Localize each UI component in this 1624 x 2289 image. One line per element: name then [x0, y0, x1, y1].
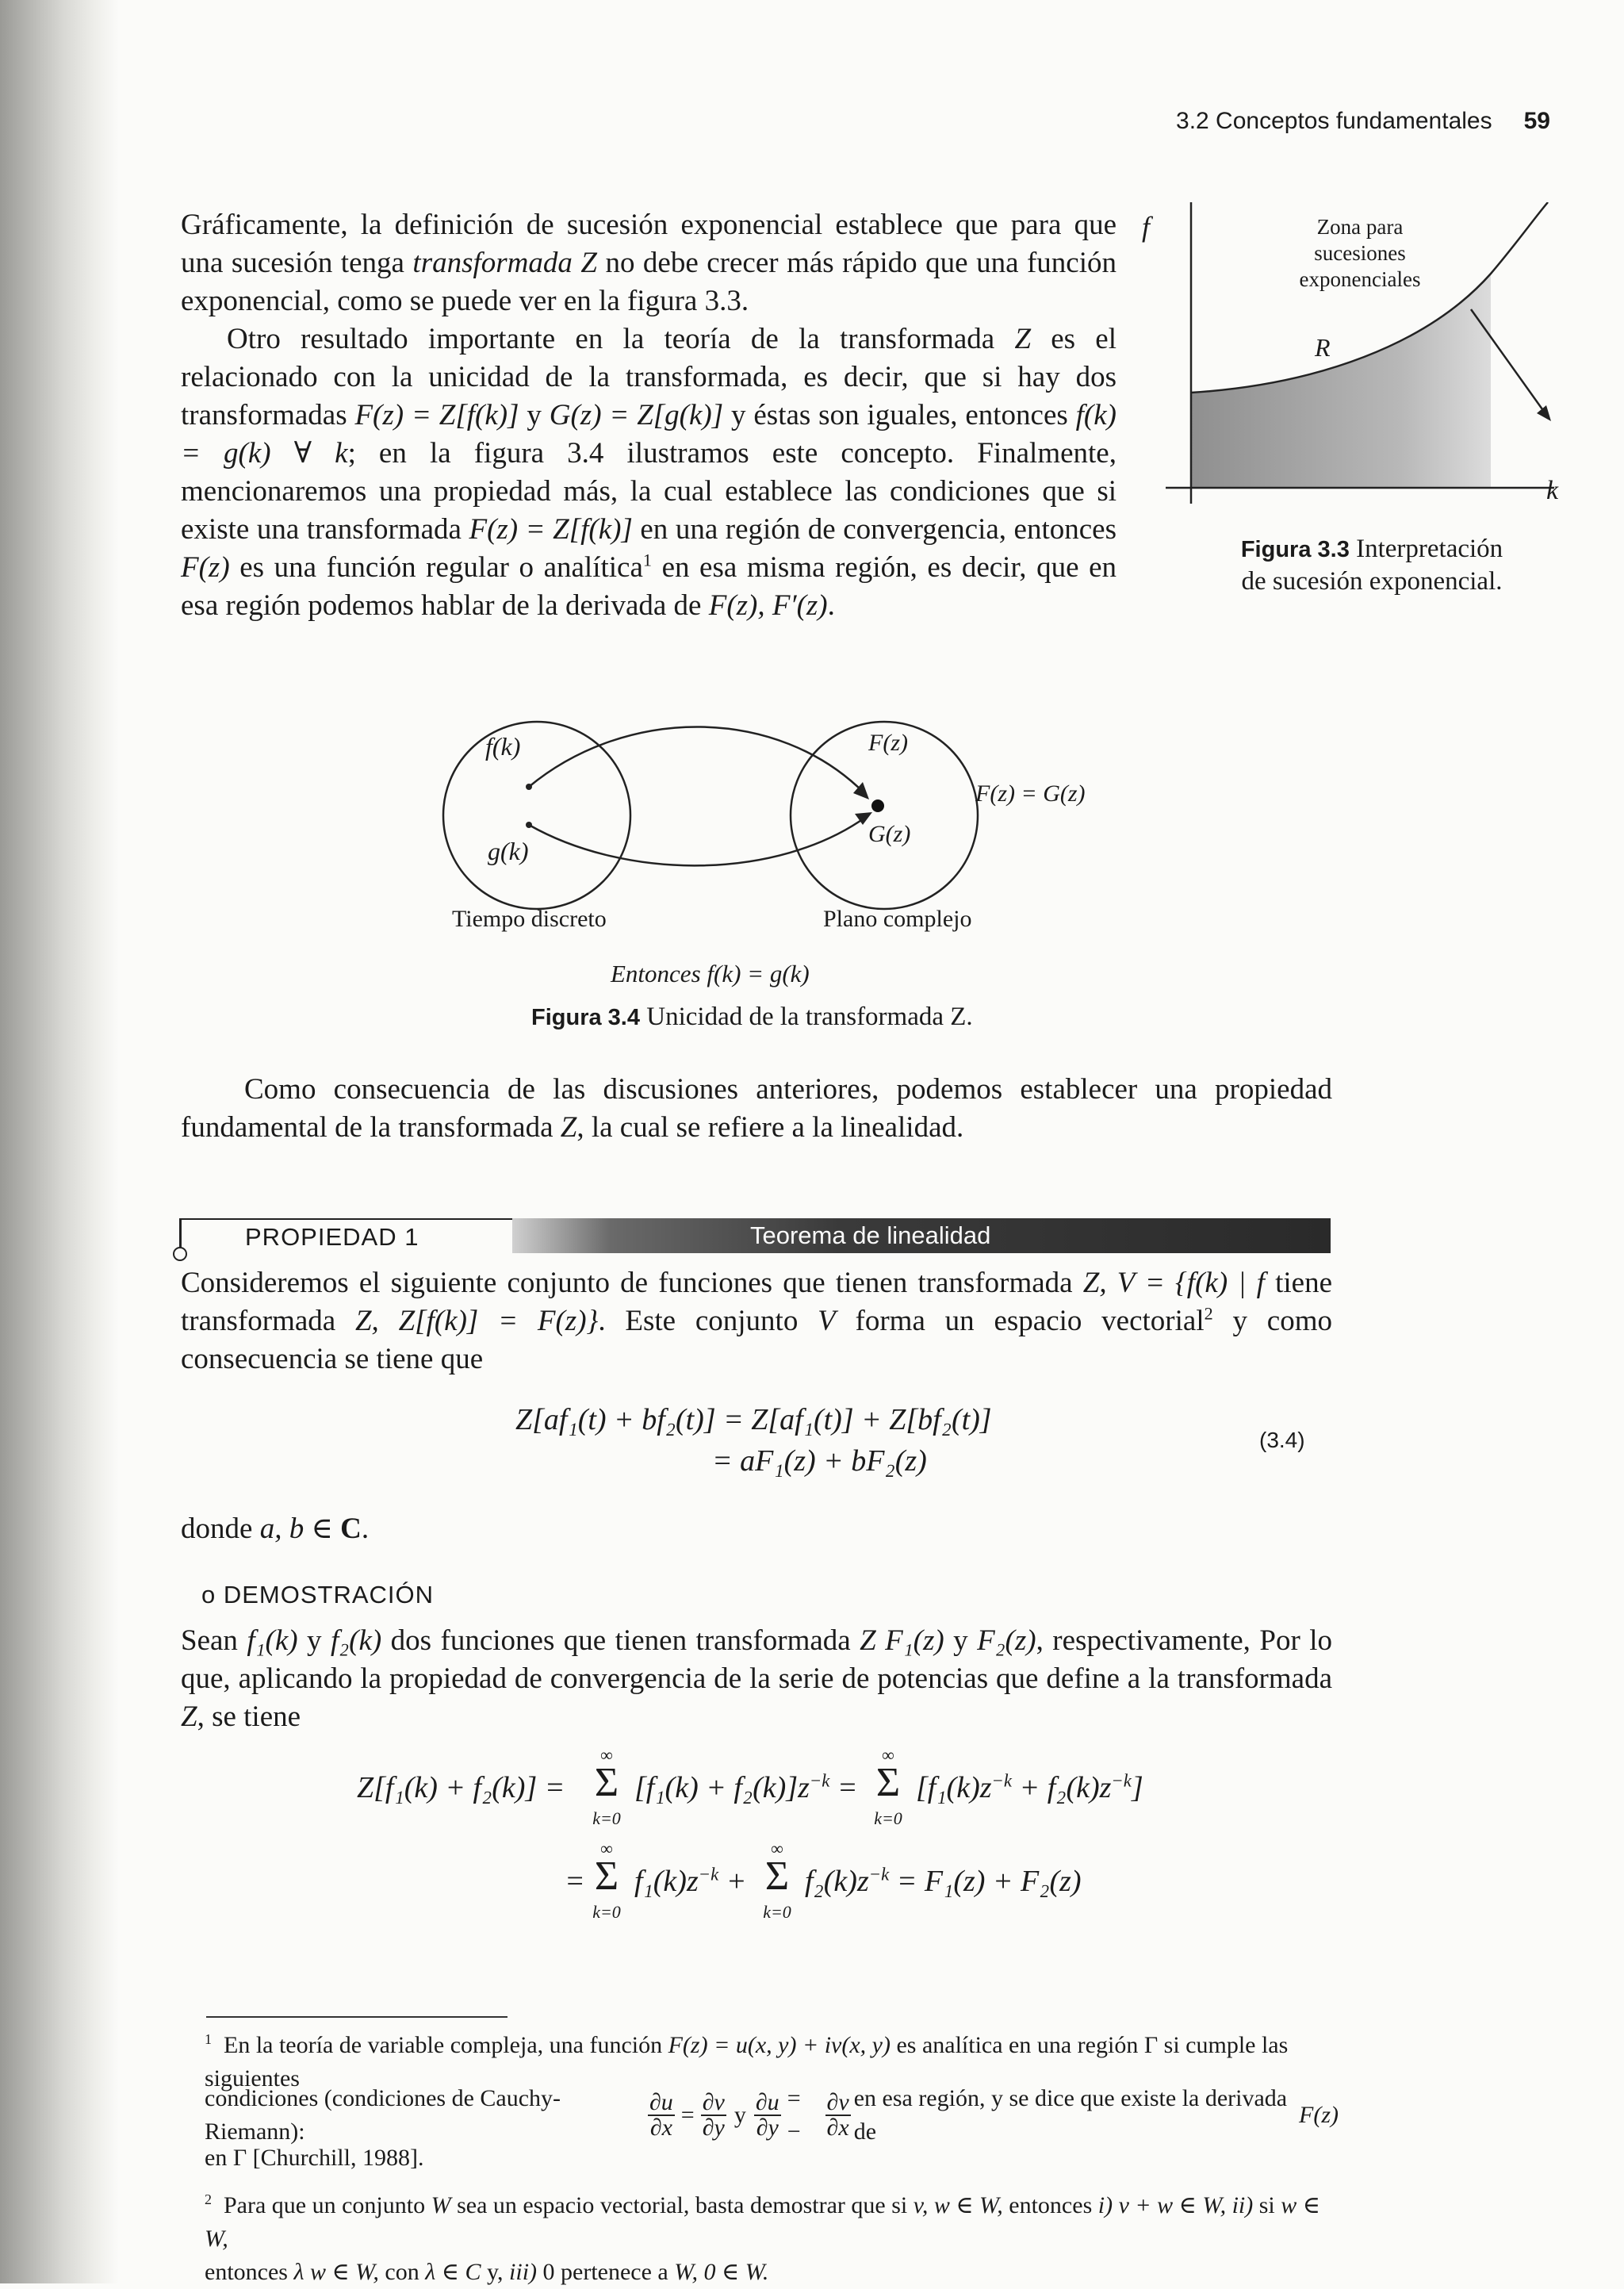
sum3-lower: k=0	[592, 1902, 621, 1922]
figure-3-4-caption: Figura 3.4 Unicidad de la transformada Z.	[531, 1003, 973, 1031]
demo-eq-line2-term2: $f_2(k)z^{-k} = F_1(z) + F_2(z)$	[805, 1864, 1082, 1898]
property-text: Consideremos el siguiente conjunto de funciones que tienen transformada Z, V = {f(k) | f tiene transformada Z, Z[f(k)] = F(z)}. Este conjunto V forma un espacio vectorial$^2$ y como consecuencia se tiene que	[181, 1267, 1333, 1375]
donde-line: donde a, b ∈ C.	[181, 1513, 370, 1545]
property-title: Teorema de linealidad	[512, 1218, 1331, 1253]
figure-3-4	[428, 698, 1142, 952]
sum4-sigma: Σ	[764, 1854, 790, 1899]
bullet-circle-icon	[173, 1247, 187, 1261]
paragraph-uniqueness: Otro resultado importante en la teoría de la transformada Z es el relacionado con la unicidad de la transformada, es decir, que si hay dos transformadas F(z) = Z[f(k)] y G(z) = Z[g(k)] y éstas son iguales, entonces f(k) = g(k) ∀ k; en la figura 3.4 ilustramos este concepto. Finalmente, mencionaremos una propiedad más, la cual establece las condiciones que si existe una transformada F(z) = Z[f(k)] en una región de convergencia, entonces F(z) es una función regular o analítica$^1$ en esa misma región, es decir, que en esa región podemos hablar de la derivada de F(z), F′(z).	[181, 323, 1117, 622]
demonstration-text: Sean f₁(k) y f₂(k) dos funciones que tienen transformada Z F₁(z) y F₂(z), respectivamente, Por lo que, aplicando la propiedad de convergencia de la serie de potencias que define a la transformada Z, se tiene	[181, 1624, 1332, 1733]
sum2-lower: k=0	[874, 1808, 902, 1828]
figure-3-4-conclusion: Entonces f(k) = g(k)	[611, 960, 810, 987]
figure-3-3-caption: Figura 3.3 Interpretación de sucesión exponencial.	[1240, 535, 1503, 596]
label-g-k: g(k)	[488, 837, 529, 865]
label-g-z: G(z)	[868, 821, 911, 847]
equation-3-4-line2: = aF₁(z) + bF₂(z)	[712, 1444, 927, 1478]
intro-text	[181, 206, 1116, 625]
demo-eq-line1-term2: $[f_1(k)z^{-k} + f_2(k)z^{-k}]$	[916, 1770, 1143, 1804]
figure-3-3	[1142, 202, 1570, 535]
sum4-upper: ∞	[771, 1838, 783, 1858]
paragraph-linearity: Como consecuencia de las discusiones anteriores, podemos establecer una propiedad fundamental de la transformada Z, la cual se refiere a la linealidad.	[181, 1073, 1332, 1144]
demo-eq-line2: =	[565, 1865, 585, 1898]
axis-y-label: f	[1142, 211, 1151, 243]
property-label: PROPIEDAD 1	[179, 1218, 512, 1253]
running-head	[1078, 108, 1550, 135]
footnote-2: $^2$ Para que un conjunto W sea un espacio vectorial, basta demostrar que si v, w ∈ W, entonces i) v + w ∈ W, ii) si w ∈ W, entonces λ w ∈ W, con λ ∈ C y, iii) 0 pertenece a W, 0 ∈ W.	[205, 2191, 1320, 2285]
sum3-upper: ∞	[600, 1838, 613, 1858]
footnote-1-line2: condiciones (condiciones de Cauchy-Riemann): $\frac{\partial u}{\partial x}$ = $\frac{\partial v}{\partial y}$ y $\frac{\partial u}{\partial y}$ = − $\frac{\partial v}{\partial x}$ en esa región, y se dice que existe la derivada de F(z)	[205, 2085, 1339, 2145]
demonstration-heading: o DEMOSTRACIÓN	[201, 1581, 435, 1608]
sum1-sigma: Σ	[594, 1760, 619, 1805]
equation-3-4-line1: Z[af₁(t) + bf₂(t)] = Z[af₁(t)] + Z[bf₂(t)]	[515, 1403, 992, 1436]
section-title: 3.2 Conceptos fundamentales	[1176, 108, 1492, 134]
label-discrete-time: Tiempo discreto	[452, 906, 607, 932]
equation-3-4-number: (3.4)	[1259, 1428, 1305, 1452]
label-f-k: f(k)	[485, 732, 521, 761]
sum1-upper: ∞	[600, 1745, 613, 1765]
demo-eq-line2-term1: $f_1(k)z^{-k}$ +	[634, 1864, 747, 1898]
mapping-arrow-top	[529, 727, 864, 793]
sum1-lower: k=0	[592, 1808, 621, 1828]
label-f-z: F(z)	[868, 730, 908, 756]
demo-eq-line1: Z[f₁(k) + f₂(k)] =	[357, 1771, 565, 1804]
footnote-1: $^1$ En la teoría de variable compleja, una función F(z) = u(x, y) + iv(x, y) es analítica en una región Γ si cumple las siguientes	[205, 2031, 1289, 2092]
mapping-arrow-bottom	[529, 817, 866, 865]
paragraph-graphical: Gráficamente, la definición de sucesión exponencial establece que para que una sucesión tenga transformada Z no debe crecer más rápido que una función exponencial, como se puede ver en la figura 3.3.	[181, 209, 1116, 317]
demo-eq-line1-term: $[f_1(k) + f_2(k)]z^{-k}$ =	[634, 1770, 858, 1804]
property-heading-bar	[179, 1218, 1331, 1253]
footnote-rule	[206, 2016, 508, 2018]
zone-label: Zona para sucesiones exponenciales	[1299, 215, 1421, 291]
scan-binding-shadow	[0, 0, 119, 2283]
sum2-sigma: Σ	[875, 1760, 901, 1805]
sum3-sigma: Σ	[594, 1854, 619, 1899]
pointer-arrow-head	[1537, 405, 1551, 421]
sum2-upper: ∞	[882, 1745, 894, 1765]
region-label: R	[1315, 333, 1331, 362]
label-fz-equals-gz: F(z) = G(z)	[975, 780, 1086, 807]
region-r-shading	[1191, 274, 1491, 488]
point-fz-gz	[871, 799, 884, 812]
footnote-1-line3: en Γ [Churchill, 1988].	[205, 2145, 424, 2171]
label-complex-plane: Plano complejo	[823, 906, 972, 932]
sum4-lower: k=0	[763, 1902, 791, 1922]
axis-x-label: k	[1546, 476, 1559, 505]
page-number: 59	[1523, 108, 1550, 134]
discrete-time-circle	[443, 722, 630, 909]
